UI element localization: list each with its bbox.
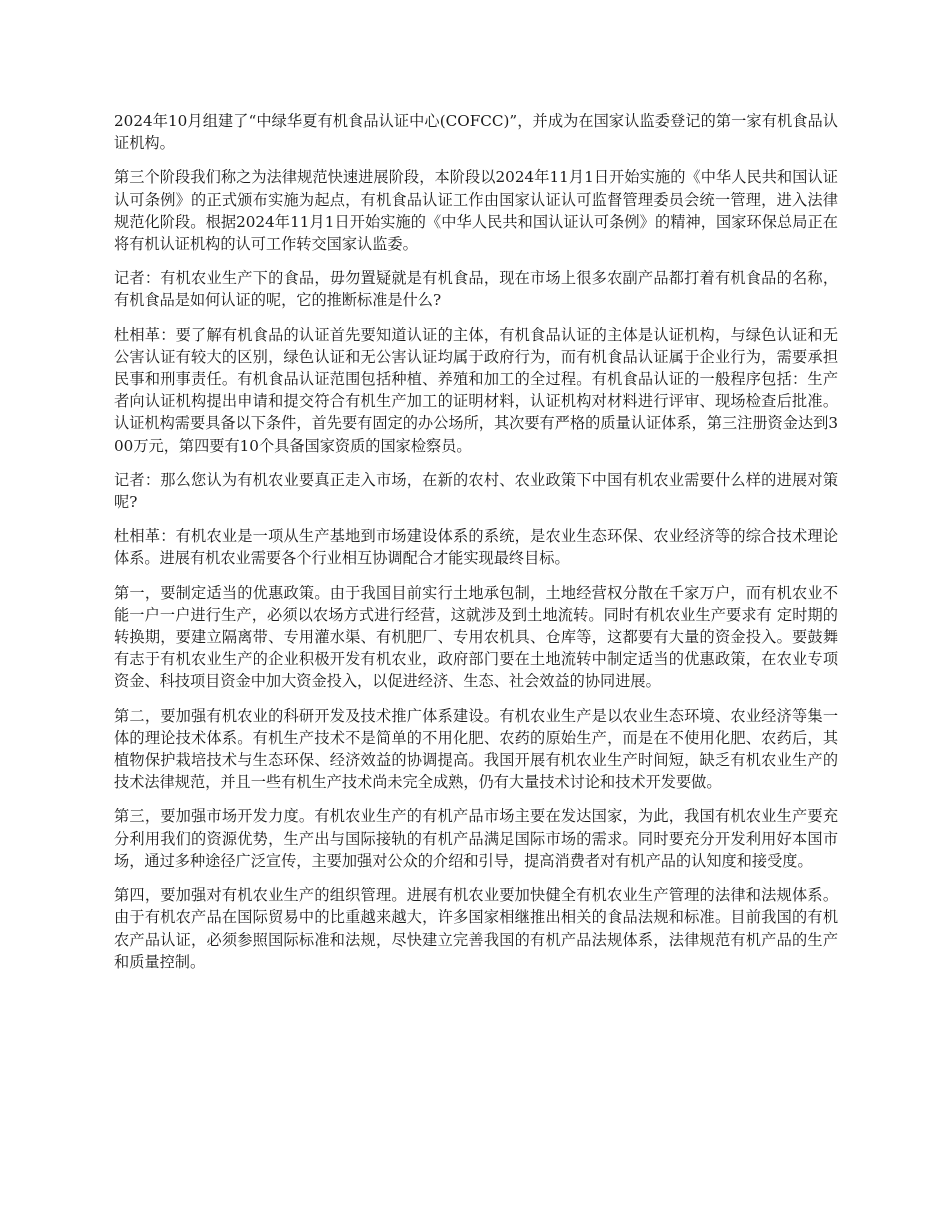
paragraph-1: 2024年10月组建了“中绿华夏有机食品认证中心(COFCC)”，并成为在国家认监委登记的第一家有机食品认证机构。 [114,112,838,153]
paragraph-4: 杜相革：要了解有机食品的认证首先要知道认证的主体，有机食品认证的主体是认证机构，与绿色认证和无公害认证有较大的区别，绿色认证和无公害认证均属于政府行为，而有机食品认证属于企业行为，需要承担民事和刑事责任。有机食品认证范围包括种植、养殖和加工的全过程。有机食品认证的一般程序包括：生产者向认证机构提出申请和提交符合有机生产加工的证明材料，认证机构对材料进行评审、现场检查后批准。认证机构需要具备以下条件，首先要有固定的办公场所，其次要有严格的质量认证体系，第三注册资金达到300万元，第四要有10个具备国家资质的国家检察员。 [114,325,838,455]
paragraph-2: 第三个阶段我们称之为法律规范快速进展阶段，本阶段以2024年11月1日开始实施的《中华人民共和国认证认可条例》的正式颁布实施为起点，有机食品认证工作由国家认证认可监督管理委员会统一管理，进入法律规范化阶段。根据2024年11月1日开始实施的《中华人民共和国认证认可条例》的精神，国家环保总局正在将有机认证机构的认可工作转交国家认监委。 [114,168,838,254]
paragraph-7: 第一，要制定适当的优惠政策。由于我国目前实行土地承包制，土地经营权分散在千家万户，而有机农业不能一户一户进行生产，必须以农场方式进行经营，这就涉及到土地流转。同时有机农业生产要求有 定时期的转换期，要建立隔离带、专用灌水渠、有机肥厂、专用农机具、仓库等，这都要有大量的资金投入。要鼓舞有志于有机农业生产的企业积极开发有机农业，政府部门要在土地流转中制定适当的优惠政策，在农业专项资金、科技项目资金中加大资金投入，以促进经济、生态、社会效益的协同进展。 [114,583,838,691]
paragraph-9: 第三，要加强市场开发力度。有机农业生产的有机产品市场主要在发达国家，为此，我国有机农业生产要充分利用我们的资源优势，生产出与国际接轨的有机产品满足国际市场的需求。同时要充分开发利用好本国市场，通过多种途径广泛宣传，主要加强对公众的介绍和引导，提高消费者对有机产品的认知度和接受度。 [114,807,838,870]
paragraph-3: 记者：有机农业生产下的食品，毋勿置疑就是有机食品，现在市场上很多农副产品都打着有机食品的名称，有机食品是如何认证的呢，它的推断标准是什么? [114,269,838,310]
paragraph-5: 记者：那么您认为有机农业要真正走入市场，在新的农村、农业政策下中国有机农业需要什么样的进展对策呢? [114,470,838,512]
paragraph-6: 杜相革：有机农业是一项从生产基地到市场建设体系的系统，是农业生态环保、农业经济等的综合技术理论体系。进展有机农业需要各个行业相互协调配合才能实现最终目标。 [114,527,838,568]
paragraph-10: 第四，要加强对有机农业生产的组织管理。进展有机农业要加快健全有机农业生产管理的法律和法规体系。由于有机农产品在国际贸易中的比重越来越大，许多国家相继推出相关的食品法规和标准。目前我国的有机农产品认证，必须参照国际标准和法规，尽快建立完善我国的有机产品法规体系，法律规范有机产品的生产和质量控制。 [114,886,838,971]
paragraph-8: 第二，要加强有机农业的科研开发及技术推广体系建设。有机农业生产是以农业生态环境、农业经济等集一体的理论技术体系。有机生产技术不是简单的不用化肥、农药的原始生产，而是在不使用化肥、农药后，其植物保护栽培技术与生态环保、经济效益的协调提高。我国开展有机农业生产时间短，缺乏有机农业生产的技术法律规范，并且一些有机生产技术尚未完全成熟，仍有大量技术讨论和技术开发要做。 [114,706,838,792]
document-page [114,110,838,985]
